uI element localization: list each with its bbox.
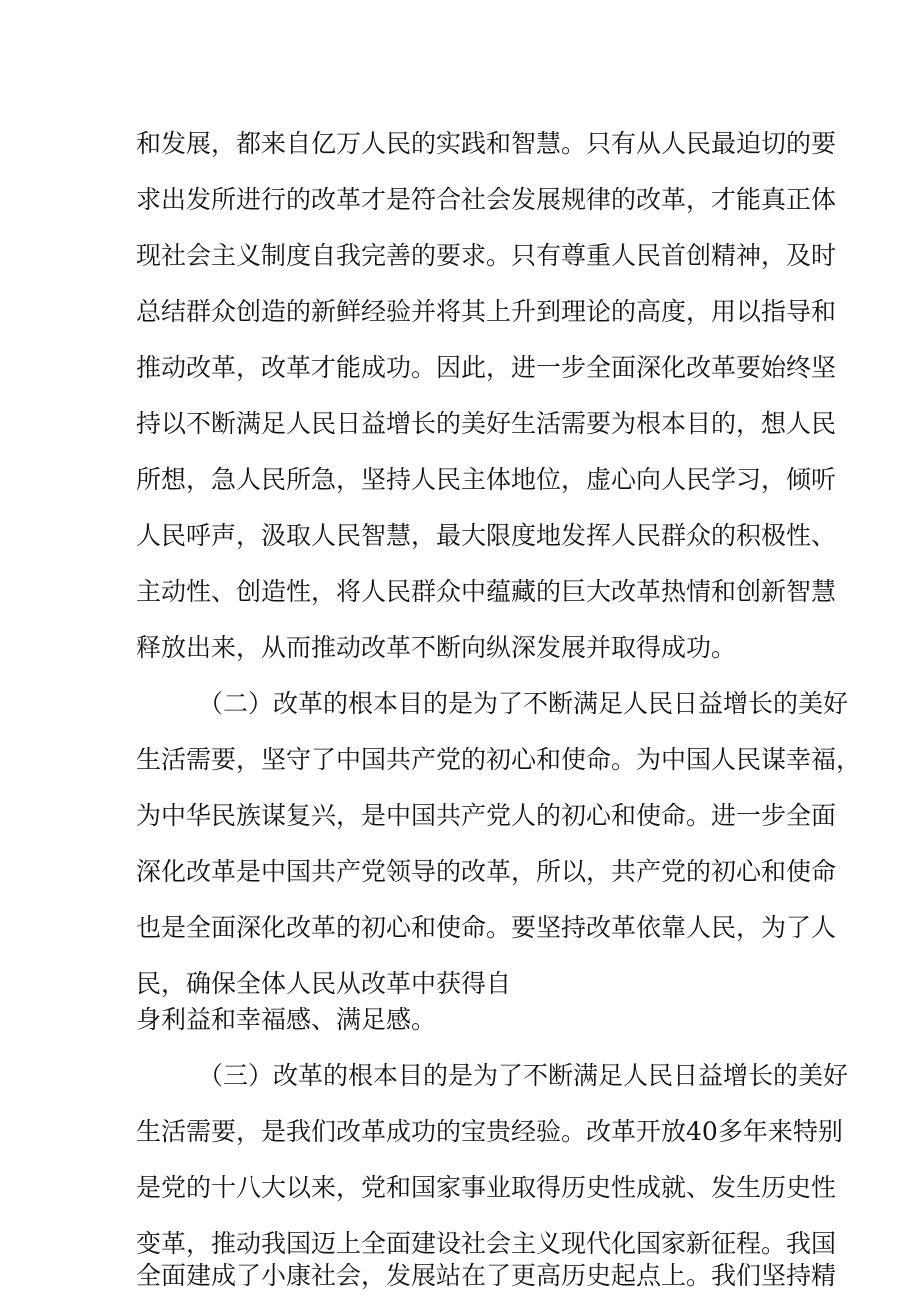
text-line: 是党的十八大以来，党和国家事业取得历史性成就、发生历史性: [136, 1173, 837, 1202]
text-line: 人民呼声，汲取人民智慧，最大限度地发挥人民群众的积极性、: [136, 521, 837, 550]
text-line: （二）改革的根本目的是为了不断满足人民日益增长的美好: [198, 689, 849, 718]
text-line: 身利益和幸福感、满足感。: [136, 1005, 437, 1034]
text-line: 民，确保全体人民从改革中获得自: [136, 969, 512, 998]
text-line: 所想，急人民所急，坚持人民主体地位，虚心向人民学习，倾听: [136, 465, 837, 494]
text-line: 持以不断满足人民日益增长的美好生活需要为根本目的，想人民: [136, 409, 837, 438]
text-line: 为中华民族谋复兴，是中国共产党人的初心和使命。进一步全面: [136, 801, 837, 830]
text-line: 生活需要，是我们改革成功的宝贵经验。改革开放40多年来特别: [136, 1117, 843, 1146]
text-line: 现社会主义制度自我完善的要求。只有尊重人民首创精神，及时: [136, 241, 837, 270]
text-line: 全面建成了小康社会，发展站在了更高历史起点上。我们坚持精: [136, 1261, 837, 1290]
text-line: 和发展，都来自亿万人民的实践和智慧。只有从人民最迫切的要: [136, 129, 837, 158]
text-line: 释放出来，从而推动改革不断向纵深发展并取得成功。: [136, 633, 737, 662]
text-line: 求出发所进行的改革才是符合社会发展规律的改革，才能真正体: [136, 185, 837, 214]
text-line: 也是全面深化改革的初心和使命。要坚持改革依靠人民，为了人: [136, 913, 837, 942]
text-line: 推动改革，改革才能成功。因此，进一步全面深化改革要始终坚: [136, 353, 837, 382]
text-line: 生活需要，坚守了中国共产党的初心和使命。为中国人民谋幸福，: [136, 745, 862, 774]
text-line: 总结群众创造的新鲜经验并将其上升到理论的高度，用以指导和: [136, 297, 837, 326]
text-line: 变革，推动我国迈上全面建设社会主义现代化国家新征程。我国: [136, 1229, 837, 1258]
text-line: 主动性、创造性，将人民群众中蕴藏的巨大改革热情和创新智慧: [136, 577, 837, 606]
text-line: 深化改革是中国共产党领导的改革，所以，共产党的初心和使命: [136, 857, 837, 886]
text-line: （三）改革的根本目的是为了不断满足人民日益增长的美好: [198, 1061, 849, 1090]
